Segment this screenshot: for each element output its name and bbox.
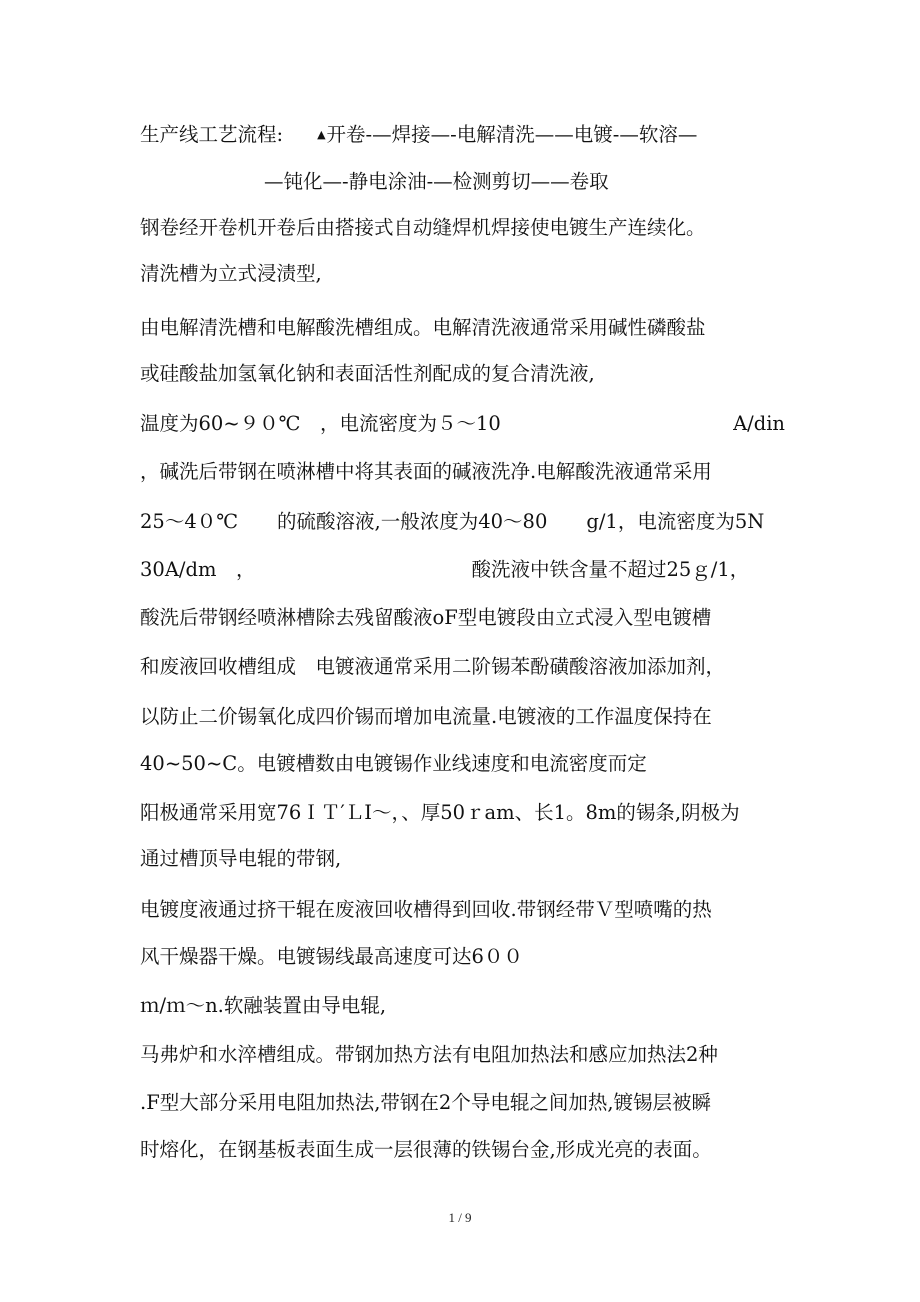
paragraph-line: 以防止二价锡氧化成四价锡而增加电流量.电镀液的工作温度保持在: [140, 705, 712, 728]
paragraph-line: 40~50~C。电镀槽数由电镀锡作业线速度和电流密度而定: [140, 752, 647, 775]
flow-steps-2: —钝化—-静电涂油-—检测剪切——卷取: [264, 170, 609, 193]
flow-line-2: [264, 170, 609, 194]
paragraph-line: 马弗炉和水淬槽组成。带钢加热方法有电阻加热法和感应加热法2种: [140, 1043, 718, 1066]
paragraph-line: [140, 412, 785, 436]
paragraph-line: 和废液回收槽组成 电镀液通常采用二阶锡苯酚磺酸溶液加添加剂，: [140, 655, 726, 678]
paragraph-line: 阳极通常采用宽76ＩＴ′ＬI～，、厚50ｒam、长1。8m的锡条,阴极为: [140, 801, 740, 824]
paragraph-line: 由电解清洗槽和电解酸洗槽组成。电解清洗液通常采用碱性磷酸盐: [140, 316, 706, 339]
current-density-unit: A/din: [733, 412, 785, 435]
current-density-text: 30A/dm ，: [140, 558, 256, 581]
paragraph-line: ｍ/ｍ～n.软融装置由导电辊,: [140, 994, 387, 1017]
paragraph-line: ，碱洗后带钢在喷淋槽中将其表面的碱液洗净.电解酸洗液通常采用: [140, 460, 712, 483]
paragraph-line: 或硅酸盐加氢氧化钠和表面活性剂配成的复合清洗液,: [140, 362, 595, 385]
paragraph-line: .F型大部分采用电阻加热法,带钢在2个导电辊之间加热,镀锡层被瞬: [140, 1091, 712, 1114]
paragraph-line: 时熔化，在钢基板表面生成一层很薄的铁锡台金,形成光亮的表面。: [140, 1138, 712, 1161]
paragraph-line: 风干燥器干燥。电镀锡线最高速度可达6００: [140, 945, 523, 968]
paragraph-line: 清洗槽为立式浸渍型,: [140, 262, 322, 285]
temperature-text: 温度为60~９０℃ ，电流密度为５～10: [140, 412, 501, 435]
flow-heading: 生产线工艺流程:: [140, 123, 284, 146]
paragraph-line: [140, 558, 785, 582]
bullet-mark-icon: ▲: [317, 128, 326, 141]
paragraph-line: 电镀度液通过挤干辊在废液回收槽得到回收.带钢经带Ｖ型喷嘴的热: [140, 898, 712, 921]
paragraph-line: 酸洗后带钢经喷淋槽除去残留酸液oF型电镀段由立式浸入型电镀槽: [140, 606, 712, 629]
flow-line-1: [140, 123, 785, 147]
paragraph-line: 通过槽顶导电辊的带钢,: [140, 847, 342, 870]
paragraph-line: 钢卷经开卷机开卷后由搭接式自动缝焊机焊接使电镀生产连续化。: [140, 216, 706, 239]
flow-steps-1: 开卷-—焊接—-电解清洗——电镀-—软溶—: [326, 123, 698, 146]
paragraph-line: 25～4０℃ 的硫酸溶液,一般浓度为40～80 g/1，电流密度为5N: [140, 510, 765, 533]
iron-content-text: 酸洗液中铁含量不超过25ｇ/1，: [471, 558, 750, 581]
page-number: 1 / 9: [448, 1210, 472, 1225]
